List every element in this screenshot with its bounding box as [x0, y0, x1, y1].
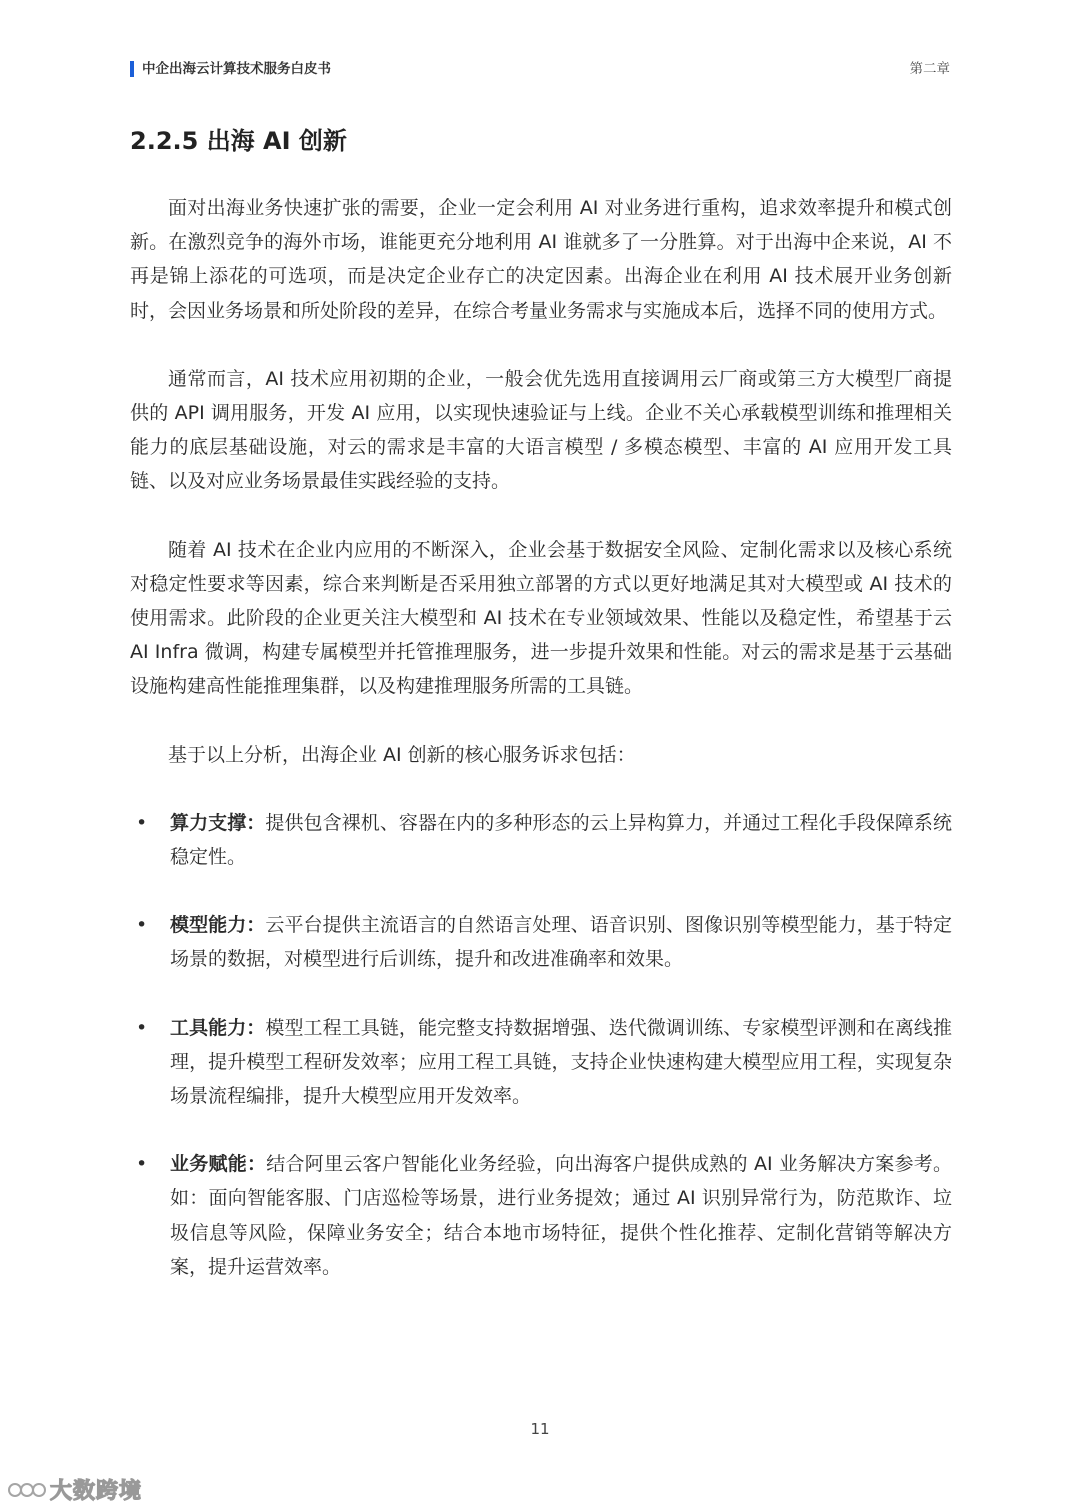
kuajing-logo-icon [6, 1475, 46, 1505]
chapter-label: 第二章 [909, 61, 950, 77]
bullet-marker: • [136, 1016, 148, 1039]
bullet-term: 业务赋能： [170, 1153, 267, 1176]
paragraph: 面对出海业务快速扩张的需要，企业一定会利用 AI 对业务进行重构，追求效率提升和模式创新。在激烈竞争的海外市场，谁能更充分地利用 AI 谁就多了一分胜算。对于出海中企来说，AI 不再是锦上添花的可选项，而是决定企业存亡的决定因素。出海企业在利用 AI 技术展开业务创新时，会因业务场景和所处阶段的差异，在综合考量业务需求与实施成本后，选择不同的使用方式。 [130, 197, 952, 322]
bullet-marker: • [136, 1153, 148, 1176]
bullet-marker: • [136, 811, 148, 834]
bullet-term: 工具能力： [170, 1016, 266, 1039]
bullet-marker: • [136, 914, 148, 937]
bullet-text: 模型工程工具链，能完整支持数据增强、迭代微调训练、专家模型评测和在离线推理，提升模型工程研发效率；应用工程工具链，支持企业快速构建大模型应用工程，实现复杂场景流程编排，提升大模型应用开发效率。 [170, 1016, 952, 1108]
page-header [130, 58, 950, 80]
watermark [6, 1474, 142, 1505]
bullet-term: 模型能力： [170, 914, 266, 937]
header-accent-bar [130, 61, 134, 77]
bullet-text: 提供包含裸机、容器在内的多种形态的云上异构算力，并通过工程化手段保障系统稳定性。 [170, 811, 952, 869]
bullet-term: 算力支撑： [170, 811, 266, 834]
list-item [130, 908, 952, 976]
list-item [130, 1147, 952, 1284]
paragraph-intro-list: 基于以上分析，出海企业 AI 创新的核心服务诉求包括： [168, 743, 636, 766]
paragraph: 随着 AI 技术在企业内应用的不断深入，企业会基于数据安全风险、定制化需求以及核心系统对稳定性要求等因素，综合来判断是否采用独立部署的方式以更好地满足其对大模型或 AI 技术的使用需求。此阶段的企业更关注大模型和 AI 技术在专业领域效果、性能以及稳定性，希望基于云 AI Infra 微调，构建专属模型并托管推理服务，进一步提升效果和性能。对云的需求是基于云基础设施构建高性能推理集群，以及构建推理服务所需的工具链。 [130, 538, 952, 698]
watermark-text: 大数跨境 [50, 1479, 143, 1504]
paragraph: 通常而言，AI 技术应用初期的企业，一般会优先选用直接调用云厂商或第三方大模型厂商提供的 API 调用服务，开发 AI 应用，以实现快速验证与上线。企业不关心承载模型训练和推理相关能力的底层基础设施，对云的需求是丰富的大语言模型 / 多模态模型、丰富的 AI 应用开发工具链、以及对应业务场景最佳实践经验的支持。 [130, 367, 952, 493]
bullet-text: 结合阿里云客户智能化业务经验，向出海客户提供成熟的 AI 业务解决方案参考。如：面向智能客服、门店巡检等场景，进行业务提效；通过 AI 识别异常行为，防范欺诈、垃圾信息等风险，保障业务安全；结合本地市场特征，提供个性化推荐、定制化营销等解决方案，提升运营效率。 [170, 1153, 952, 1278]
page-number: 11 [530, 1420, 550, 1438]
list-item [130, 1011, 952, 1114]
section-heading: 2.2.5 出海 AI 创新 [130, 127, 347, 155]
bullet-text: 云平台提供主流语言的自然语言处理、语音识别、图像识别等模型能力，基于特定场景的数据，对模型进行后训练，提升和改进准确率和效果。 [170, 914, 952, 971]
body-content [130, 191, 952, 1318]
list-item [130, 806, 952, 874]
document-title: 中企出海云计算技术服务白皮书 [142, 61, 331, 77]
